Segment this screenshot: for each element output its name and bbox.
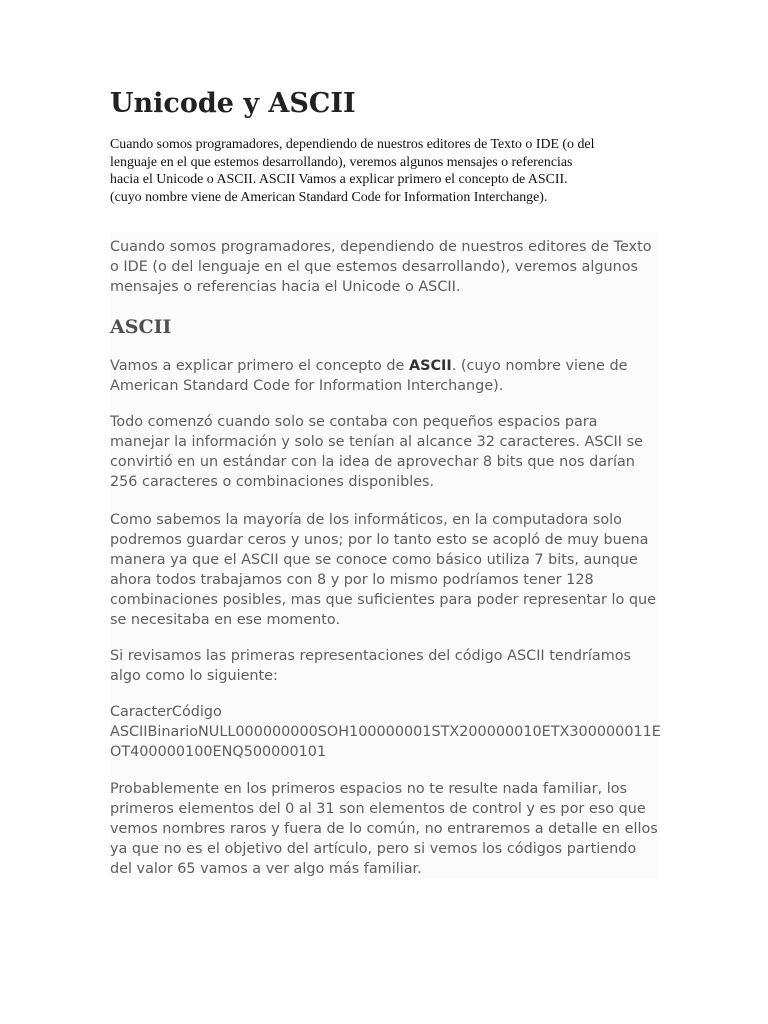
ascii-table-line: OT400000100ENQ500000101 — [110, 744, 327, 760]
article-paragraph-5: Si revisamos las primeras representaciones del código ASCII tendríamos algo como lo siguiente: — [110, 648, 632, 684]
intro-line: (cuyo nombre viene de American Standard Code for Information Interchange). — [110, 189, 548, 205]
article-body — [110, 232, 659, 878]
intro-line: hacia el Unicode o ASCII. ASCII Vamos a explicar primero el concepto de ASCII. — [110, 172, 568, 188]
article-paragraph-6: Probablemente en los primeros espacios no te resulte nada familiar, los primeros elementos del 0 al 31 son elementos de control y es por eso que vemos nombres raros y fuera de lo común, no entraremos a detalle en ellos ya que no es el objetivo del artículo, pero si vemos los códigos partiendo del valor 65 vamos a ver algo más familiar. — [110, 781, 658, 877]
paragraph-2-text: Vamos a explicar primero el concepto de — [110, 358, 409, 374]
document-title: Unicode y ASCII — [110, 88, 356, 119]
intro-line: Cuando somos programadores, dependiendo de nuestros editores de Texto o IDE (o del — [110, 137, 595, 152]
paragraph-2-text-end: . (cuyo nombre viene de American Standard Code for Information Interchange). — [110, 358, 628, 394]
article-paragraph-2 — [110, 356, 658, 396]
ascii-table-text — [110, 702, 661, 762]
article-paragraph-3: Todo comenzó cuando solo se contaba con pequeños espacios para manejar la información y solo se tenían al alcance 32 caracteres. ASCII se convirtió en un estándar con la idea de aprovechar 8 bits que nos darían 256 caracteres o combinaciones disponibles. — [110, 414, 643, 490]
ascii-table-line: ASCIIBinarioNULL000000000SOH100000001STX200000010ETX300000011E — [110, 724, 661, 740]
section-heading-ascii: ASCII — [110, 316, 172, 338]
intro-line: lenguaje en el que estemos desarrollando), veremos algunos mensajes o referencias — [110, 154, 573, 170]
paragraph-2-bold-term: ASCII — [408, 358, 452, 374]
ascii-table-line: CaracterCódigo — [110, 704, 222, 720]
article-paragraph-4: Como sabemos la mayoría de los informáticos, en la computadora solo podremos guardar ceros y unos; por lo tanto esto se acopló de muy buena manera ya que el ASCII que se conoce como básico utiliza 7 bits, aunque ahora todos trabajamos con 8 y por lo mismo podríamos tener 128 combinaciones posibles, mas que suficientes para poder representar lo que se necesitaba en ese momento. — [110, 512, 656, 628]
article-paragraph-1: Cuando somos programadores, dependiendo de nuestros editores de Texto o IDE (o del lenguaje en el que estemos desarrollando), veremos algunos mensajes o referencias hacia el Unicode o ASCII. — [110, 239, 652, 295]
intro-paragraph — [110, 136, 670, 206]
